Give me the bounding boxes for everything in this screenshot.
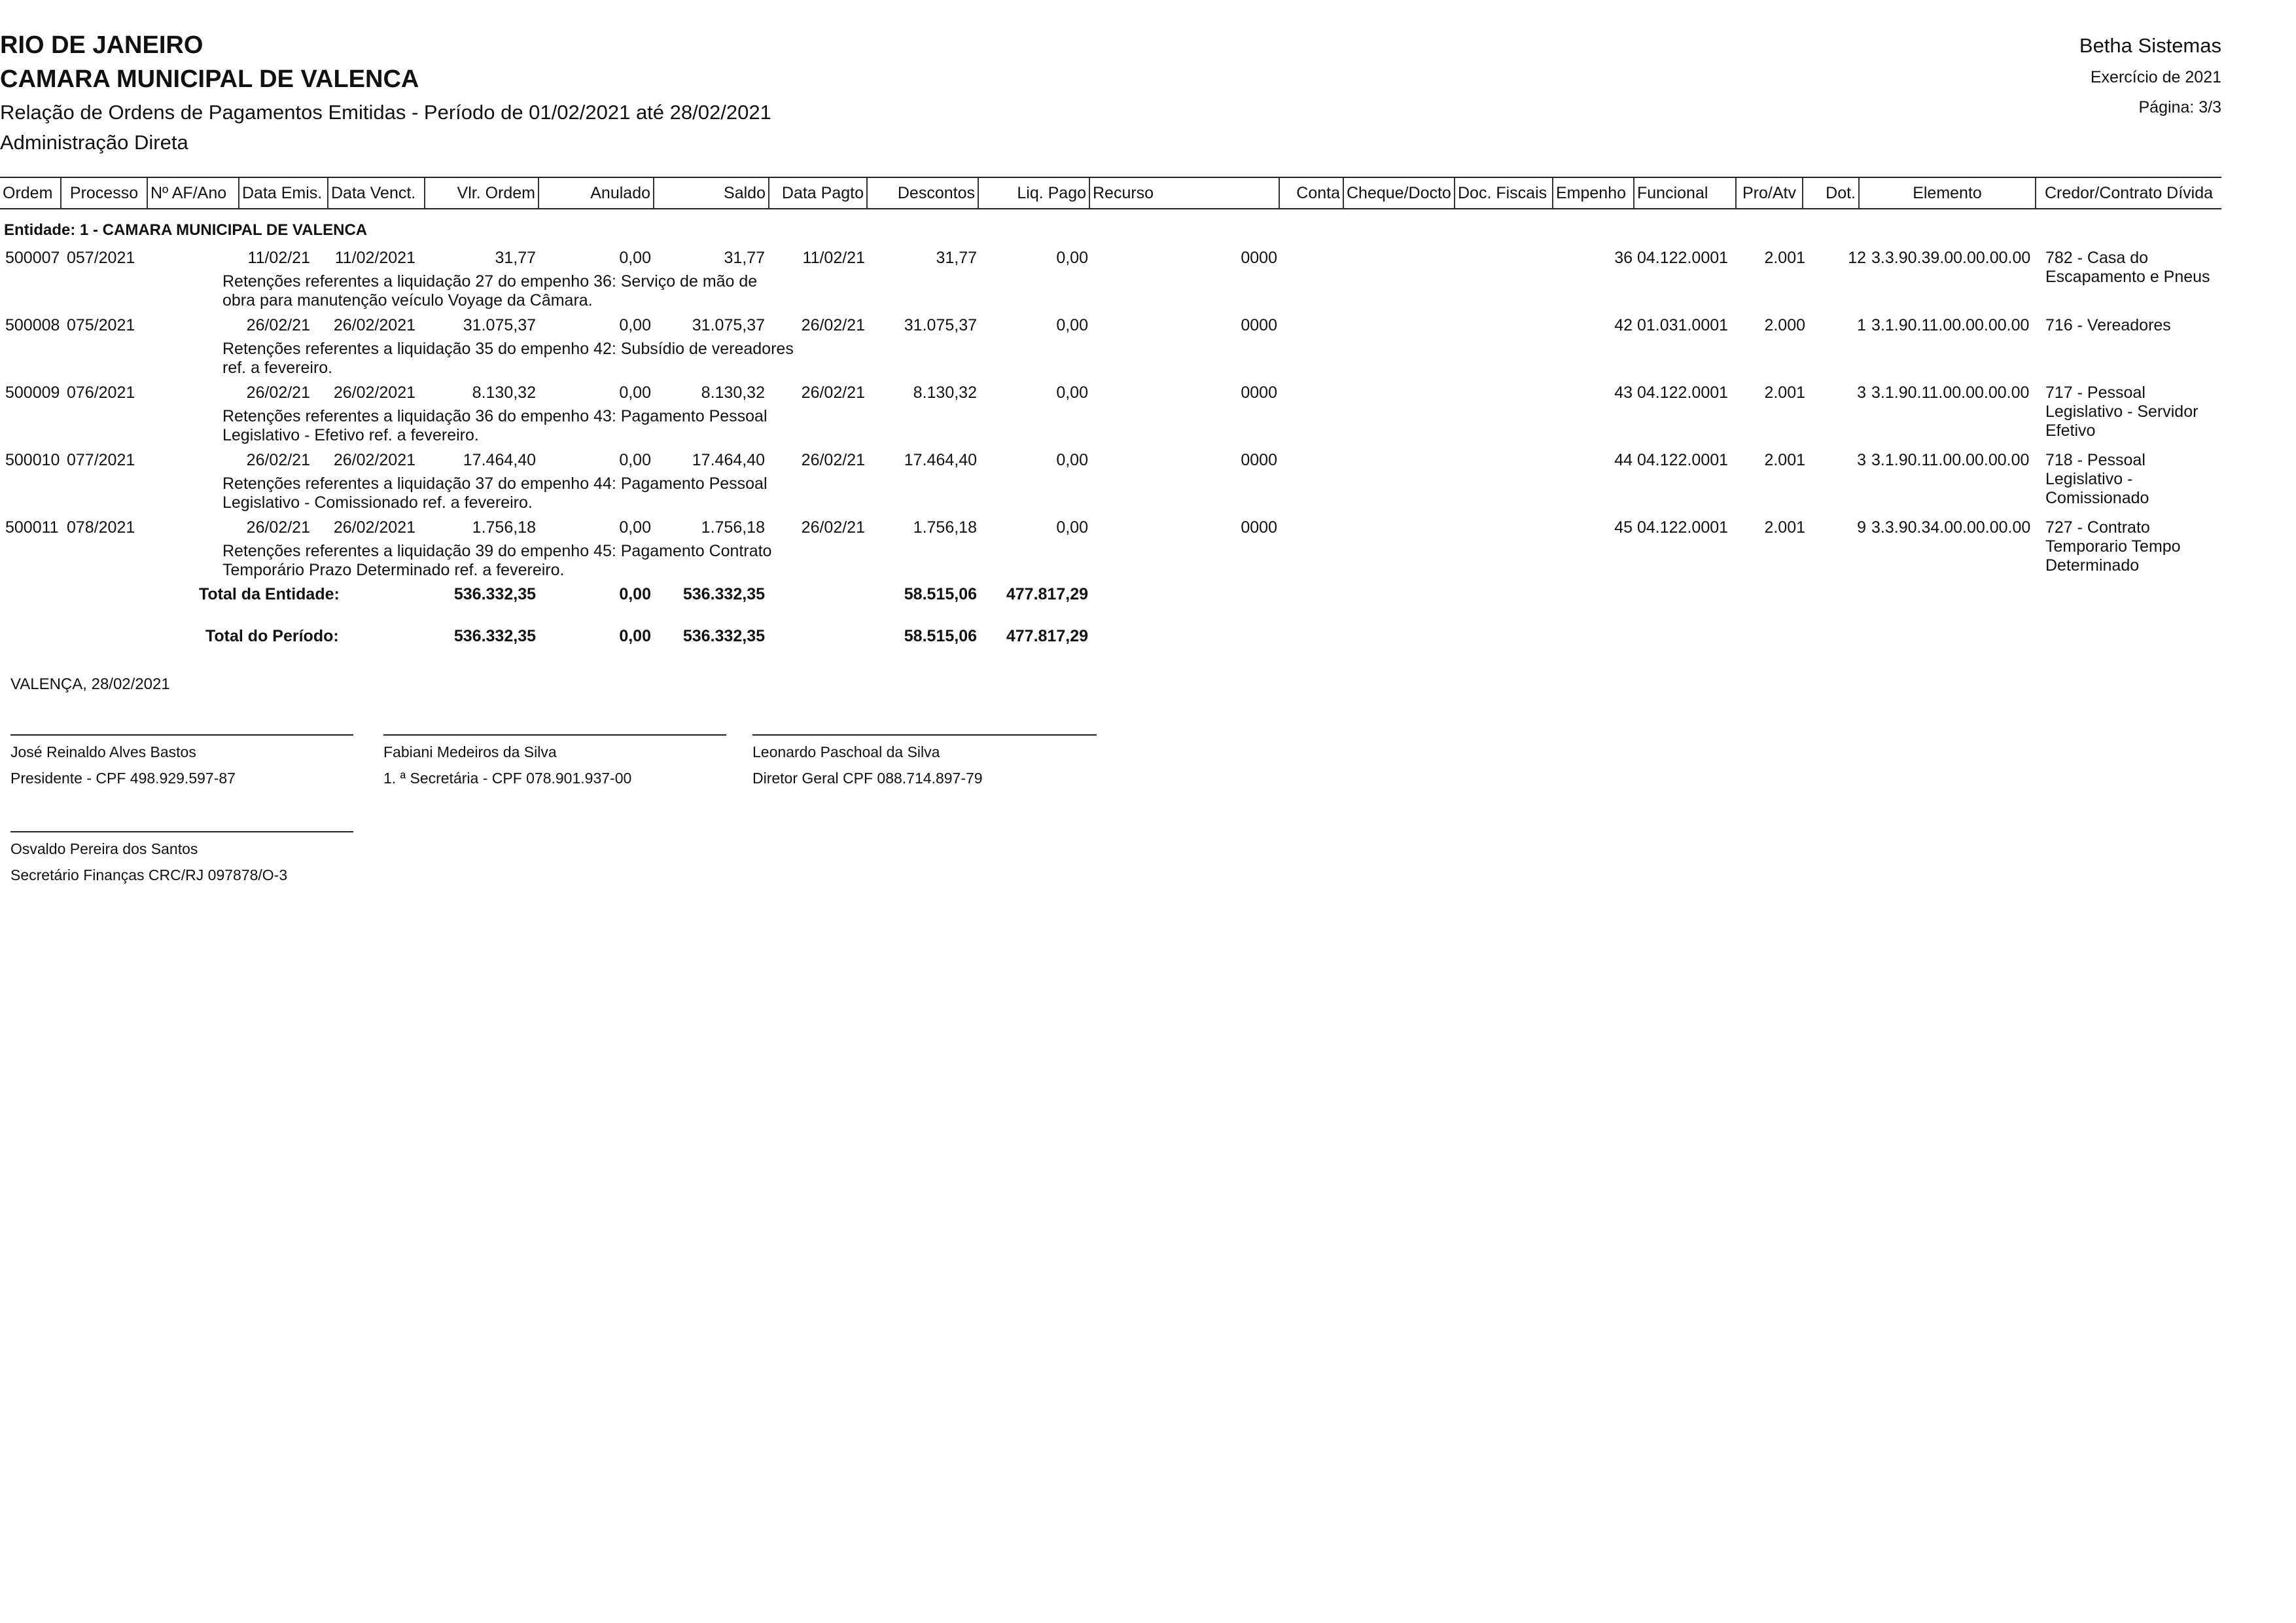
col-saldo: Saldo (654, 178, 769, 208)
total-label: Total do Período: (205, 627, 339, 645)
descricao-line: obra para manutenção veículo Voyage da Câmara. (222, 291, 593, 310)
signature-line (383, 734, 726, 736)
total-saldo: 536.332,35 (682, 585, 765, 603)
administration-label: Administração Direta (0, 131, 188, 154)
credor-line: 717 - Pessoal (2045, 383, 2146, 402)
cell-processo: 078/2021 (67, 518, 135, 537)
signer-name: José Reinaldo Alves Bastos (10, 743, 196, 760)
col-funcional: Funcional (1634, 178, 1737, 208)
credor-line: Temporario Tempo (2045, 537, 2181, 556)
cell-empenho: 44 (1614, 451, 1633, 469)
cell-descontos: 31.075,37 (904, 316, 977, 334)
cell-processo: 075/2021 (67, 316, 135, 334)
descricao-line: Legislativo - Comissionado ref. a fevereiro. (222, 493, 533, 512)
entity-title: CAMARA MUNICIPAL DE VALENCA (0, 65, 419, 93)
signer-role: Secretário Finanças CRC/RJ 097878/O-3 (10, 866, 288, 883)
total-vlr-ordem: 536.332,35 (453, 585, 536, 603)
cell-recurso: 0000 (1241, 518, 1277, 537)
col-ordem: Ordem (0, 178, 62, 208)
cell-data-emis: 26/02/21 (246, 451, 310, 469)
column-header (0, 177, 2221, 209)
descricao-line: Retenções referentes a liquidação 39 do empenho 45: Pagamento Contrato (222, 542, 772, 560)
cell-ordem: 500010 (5, 451, 60, 469)
total-liq-pago: 477.817,29 (1006, 627, 1088, 645)
cell-saldo: 8.130,32 (701, 383, 765, 402)
cell-recurso: 0000 (1241, 451, 1277, 469)
credor-line: Efetivo (2045, 421, 2096, 440)
signature-line (752, 734, 1097, 736)
cell-anulado: 0,00 (619, 451, 651, 469)
col-empenho: Empenho (1553, 178, 1634, 208)
signature-line (10, 734, 353, 736)
cell-descricao (222, 407, 768, 445)
cell-data-pagto: 26/02/21 (801, 518, 865, 537)
cell-descricao (222, 340, 794, 378)
cell-vlr-ordem: 31,77 (495, 249, 536, 267)
cell-processo: 076/2021 (67, 383, 135, 402)
col-conta: Conta (1280, 178, 1344, 208)
signer-role: 1. ª Secretária - CPF 078.901.937-00 (383, 770, 632, 787)
cell-liq-pago: 0,00 (1056, 316, 1088, 334)
col-pro-atv: Pro/Atv (1737, 178, 1803, 208)
page-number: Página: 3/3 (2138, 98, 2221, 116)
cell-funcional: 04.122.0001 (1637, 383, 1729, 402)
signer-name: Leonardo Paschoal da Silva (752, 743, 940, 760)
cell-dot: 3 (1857, 451, 1866, 469)
col-processo: Processo (62, 178, 148, 208)
col-dot: Dot. (1803, 178, 1860, 208)
cell-data-emis: 26/02/21 (246, 316, 310, 334)
cell-data-pagto: 26/02/21 (801, 383, 865, 402)
cell-ordem: 500007 (5, 249, 60, 267)
report-title: Relação de Ordens de Pagamentos Emitidas - Período de 01/02/2021 até 28/02/2021 (0, 101, 771, 124)
cell-data-venct: 26/02/2021 (333, 316, 415, 334)
cell-saldo: 1.756,18 (701, 518, 765, 537)
col-data-emis: Data Emis. (239, 178, 328, 208)
cell-vlr-ordem: 31.075,37 (463, 316, 536, 334)
credor-line: Escapamento e Pneus (2045, 268, 2210, 286)
cell-data-emis: 26/02/21 (246, 383, 310, 402)
cell-data-venct: 26/02/2021 (333, 518, 415, 537)
cell-ordem: 500009 (5, 383, 60, 402)
col-af-ano: Nº AF/Ano (148, 178, 239, 208)
entity-label: Entidade: 1 - CAMARA MUNICIPAL DE VALENCA (4, 221, 368, 239)
cell-credor (2045, 451, 2149, 508)
total-anulado: 0,00 (619, 585, 651, 603)
cell-credor (2045, 249, 2210, 287)
cell-liq-pago: 0,00 (1056, 383, 1088, 402)
signer-name: Osvaldo Pereira dos Santos (10, 840, 198, 857)
descricao-line: Temporário Prazo Determinado ref. a fevereiro. (222, 561, 565, 579)
credor-line: Legislativo - Servidor (2045, 402, 2199, 421)
cell-descricao (222, 542, 771, 580)
cell-anulado: 0,00 (619, 316, 651, 334)
cell-saldo: 31,77 (724, 249, 765, 267)
cell-empenho: 42 (1614, 316, 1633, 334)
credor-line: Determinado (2045, 556, 2140, 575)
place-date: VALENÇA, 28/02/2021 (10, 675, 170, 693)
col-data-pagto: Data Pagto (769, 178, 868, 208)
cell-dot: 9 (1857, 518, 1866, 537)
cell-processo: 057/2021 (67, 249, 135, 267)
cell-liq-pago: 0,00 (1056, 451, 1088, 469)
col-data-venct: Data Venct. (328, 178, 425, 208)
col-vlr-ordem: Vlr. Ordem (425, 178, 539, 208)
cell-vlr-ordem: 1.756,18 (472, 518, 536, 537)
cell-data-emis: 26/02/21 (246, 518, 310, 537)
cell-elemento: 3.1.90.11.00.00.00.00 (1871, 383, 2030, 402)
state-title: RIO DE JANEIRO (0, 31, 203, 59)
total-label: Total da Entidade: (199, 585, 340, 603)
cell-data-pagto: 11/02/21 (802, 249, 865, 267)
col-descontos: Descontos (868, 178, 979, 208)
descricao-line: ref. a fevereiro. (222, 359, 333, 377)
cell-descricao (222, 272, 757, 310)
cell-saldo: 17.464,40 (692, 451, 765, 469)
col-credor: Credor/Contrato Dívida (2044, 184, 2214, 202)
total-saldo: 536.332,35 (682, 627, 765, 645)
cell-elemento: 3.3.90.39.00.00.00.00 (1871, 249, 2031, 267)
signature-line (10, 831, 353, 832)
cell-data-pagto: 26/02/21 (801, 316, 865, 334)
cell-vlr-ordem: 17.464,40 (463, 451, 536, 469)
cell-ordem: 500008 (5, 316, 60, 334)
descricao-line: Retenções referentes a liquidação 27 do empenho 36: Serviço de mão de (222, 272, 758, 291)
descricao-line: Legislativo - Efetivo ref. a fevereiro. (222, 426, 479, 444)
cell-processo: 077/2021 (67, 451, 135, 469)
cell-empenho: 36 (1614, 249, 1633, 267)
cell-data-venct: 26/02/2021 (333, 451, 415, 469)
cell-data-emis: 11/02/21 (247, 249, 310, 267)
exercise-label: Exercício de 2021 (2090, 68, 2221, 86)
cell-recurso: 0000 (1241, 316, 1277, 334)
credor-line: Legislativo - (2045, 470, 2133, 488)
signer-name: Fabiani Medeiros da Silva (383, 743, 557, 760)
cell-pro-atv: 2.001 (1764, 518, 1805, 537)
col-liq-pago: Liq. Pago (979, 178, 1090, 208)
cell-recurso: 0000 (1241, 383, 1277, 402)
total-descontos: 58.515,06 (904, 627, 977, 645)
cell-pro-atv: 2.000 (1764, 316, 1805, 334)
cell-descontos: 8.130,32 (913, 383, 977, 402)
cell-elemento: 3.1.90.11.00.00.00.00 (1871, 316, 2030, 334)
col-doc-fiscais: Doc. Fiscais (1455, 178, 1553, 208)
company-name: Betha Sistemas (2079, 34, 2221, 57)
cell-credor (2045, 518, 2181, 575)
total-vlr-ordem: 536.332,35 (453, 627, 536, 645)
cell-empenho: 43 (1614, 383, 1633, 402)
cell-credor (2045, 383, 2198, 440)
cell-funcional: 04.122.0001 (1637, 451, 1729, 469)
cell-data-pagto: 26/02/21 (801, 451, 865, 469)
col-elemento: Elemento (1860, 178, 2036, 208)
cell-anulado: 0,00 (619, 249, 651, 267)
total-anulado: 0,00 (619, 627, 651, 645)
credor-line: 716 - Vereadores (2045, 316, 2171, 334)
cell-liq-pago: 0,00 (1056, 518, 1088, 537)
cell-funcional: 04.122.0001 (1637, 518, 1729, 537)
credor-line: Comissionado (2045, 489, 2149, 507)
cell-saldo: 31.075,37 (692, 316, 765, 334)
descricao-line: Retenções referentes a liquidação 35 do empenho 42: Subsídio de vereadores (222, 340, 794, 358)
cell-recurso: 0000 (1241, 249, 1277, 267)
cell-credor (2045, 316, 2171, 335)
cell-descontos: 31,77 (936, 249, 977, 267)
descricao-line: Retenções referentes a liquidação 37 do empenho 44: Pagamento Pessoal (222, 474, 768, 493)
cell-descontos: 1.756,18 (913, 518, 977, 537)
cell-funcional: 04.122.0001 (1637, 249, 1729, 267)
cell-pro-atv: 2.001 (1764, 383, 1805, 402)
cell-dot: 12 (1848, 249, 1866, 267)
cell-dot: 1 (1857, 316, 1866, 334)
signer-role: Presidente - CPF 498.929.597-87 (10, 770, 236, 787)
col-recurso: Recurso (1090, 178, 1280, 208)
cell-anulado: 0,00 (619, 383, 651, 402)
cell-pro-atv: 2.001 (1764, 249, 1805, 267)
total-liq-pago: 477.817,29 (1006, 585, 1088, 603)
cell-dot: 3 (1857, 383, 1866, 402)
cell-elemento: 3.3.90.34.00.00.00.00 (1871, 518, 2031, 537)
cell-descricao (222, 474, 768, 512)
col-cheque-docto: Cheque/Docto (1344, 178, 1455, 208)
descricao-line: Retenções referentes a liquidação 36 do empenho 43: Pagamento Pessoal (222, 407, 768, 425)
cell-ordem: 500011 (5, 518, 59, 537)
col-anulado: Anulado (539, 178, 654, 208)
total-descontos: 58.515,06 (904, 585, 977, 603)
cell-pro-atv: 2.001 (1764, 451, 1805, 469)
credor-line: 718 - Pessoal (2045, 451, 2146, 469)
cell-liq-pago: 0,00 (1056, 249, 1088, 267)
cell-elemento: 3.1.90.11.00.00.00.00 (1871, 451, 2030, 469)
cell-funcional: 01.031.0001 (1637, 316, 1729, 334)
cell-data-venct: 11/02/2021 (334, 249, 415, 267)
cell-descontos: 17.464,40 (904, 451, 977, 469)
cell-empenho: 45 (1614, 518, 1633, 537)
credor-line: 782 - Casa do (2045, 249, 2149, 267)
cell-data-venct: 26/02/2021 (333, 383, 415, 402)
cell-anulado: 0,00 (619, 518, 651, 537)
cell-vlr-ordem: 8.130,32 (472, 383, 536, 402)
signer-role: Diretor Geral CPF 088.714.897-79 (752, 770, 983, 787)
credor-line: 727 - Contrato (2045, 518, 2150, 537)
